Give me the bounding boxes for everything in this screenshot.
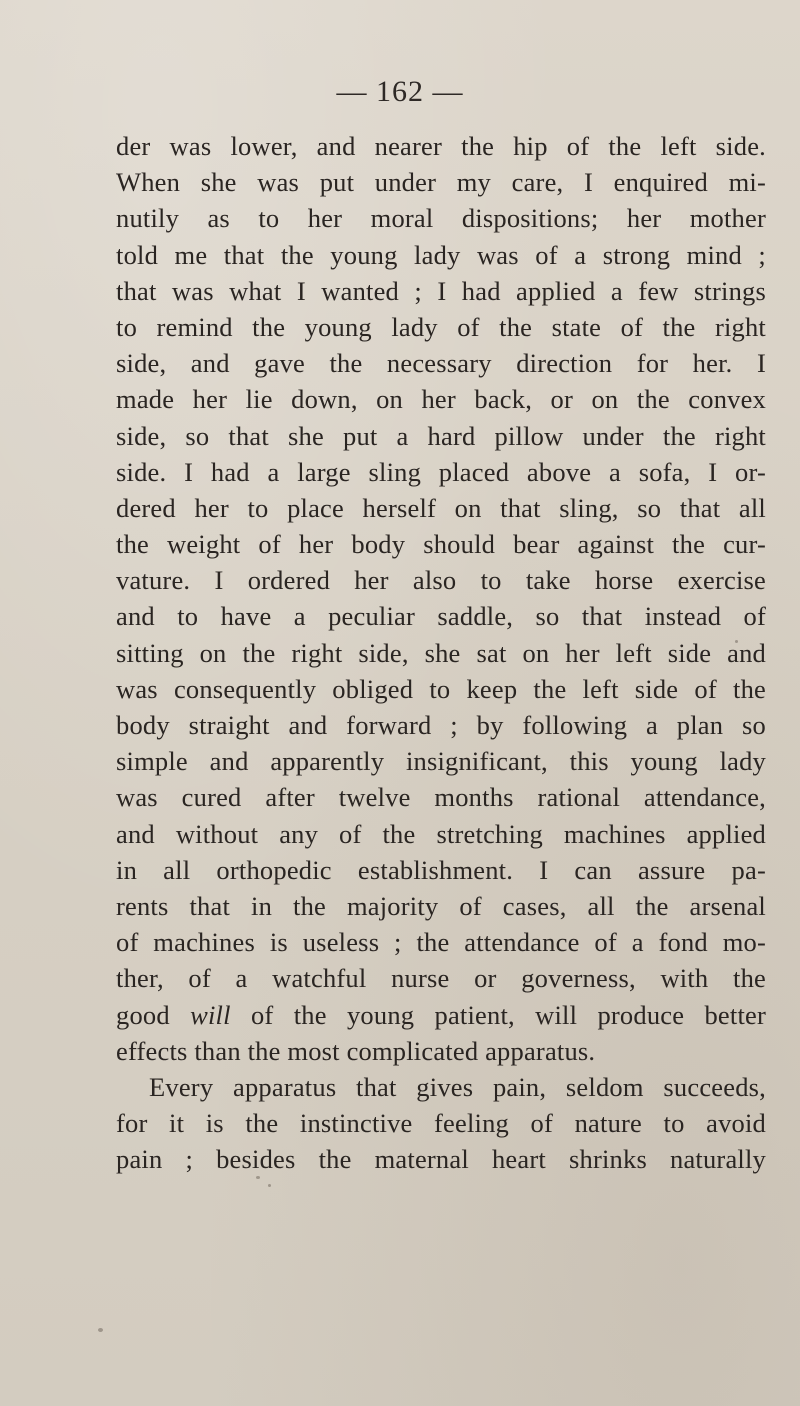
text-line: rents that in the majority of cases, all the arsenal [116, 890, 766, 921]
text-line: side, and gave the necessary direction for her. I [116, 348, 766, 379]
text-line: vature. I ordered her also to take horse exercise [116, 565, 766, 596]
text-line: nutily as to her moral dispositions; her mother [116, 203, 766, 234]
text-line: When she was put under my care, I enquired mi- [116, 167, 766, 198]
text-fragment: good [116, 999, 191, 1030]
body-text [116, 128, 766, 1177]
text-line: side, so that she put a hard pillow under the right [116, 420, 766, 451]
text-line: dered her to place herself on that sling, so that all [116, 492, 766, 523]
text-line: that was what I wanted ; I had applied a few strings [116, 275, 766, 306]
text-line: pain ; besides the maternal heart shrinks naturally [116, 1144, 766, 1175]
text-line: to remind the young lady of the state of the right [116, 311, 766, 342]
text-line: was consequently obliged to keep the left side of the [116, 673, 766, 704]
paper-speck [735, 640, 738, 643]
text-line: for it is the instinctive feeling of nature to avoid [116, 1108, 766, 1139]
text-line: and without any of the stretching machines applied [116, 818, 766, 849]
text-line-paragraph-end: effects than the most complicated apparatus. [116, 1035, 596, 1066]
paper-speck [98, 1328, 103, 1332]
text-line: told me that the young lady was of a strong mind ; [116, 239, 766, 270]
text-line: simple and apparently insignificant, this young lady [116, 746, 766, 777]
text-line: sitting on the right side, she sat on her left side and [116, 637, 766, 668]
text-line: of machines is useless ; the attendance of a fond mo- [116, 927, 766, 958]
page-number: — 162 — [336, 75, 464, 108]
text-line: the weight of her body should bear against the cur- [116, 529, 766, 560]
text-line: made her lie down, on her back, or on the convex [116, 384, 766, 415]
italic-word: will [190, 999, 231, 1030]
text-line: in all orthopedic establishment. I can assure pa- [116, 854, 766, 885]
text-line: ther, of a watchful nurse or governess, with the [116, 963, 766, 994]
text-fragment: of the young patient, will produce better [230, 999, 767, 1030]
text-line: was cured after twelve months rational attendance, [116, 782, 766, 813]
paper-speck [256, 1176, 260, 1179]
text-line [116, 997, 766, 1033]
text-line-paragraph-start: Every apparatus that gives pain, seldom succeeds, [149, 1071, 766, 1102]
text-line: side. I had a large sling placed above a sofa, I or- [116, 456, 766, 487]
paper-speck [268, 1184, 271, 1187]
text-line: and to have a peculiar saddle, so that instead of [116, 601, 766, 632]
text-line: body straight and forward ; by following a plan so [116, 710, 766, 740]
text-line: der was lower, and nearer the hip of the left side. [116, 131, 766, 161]
